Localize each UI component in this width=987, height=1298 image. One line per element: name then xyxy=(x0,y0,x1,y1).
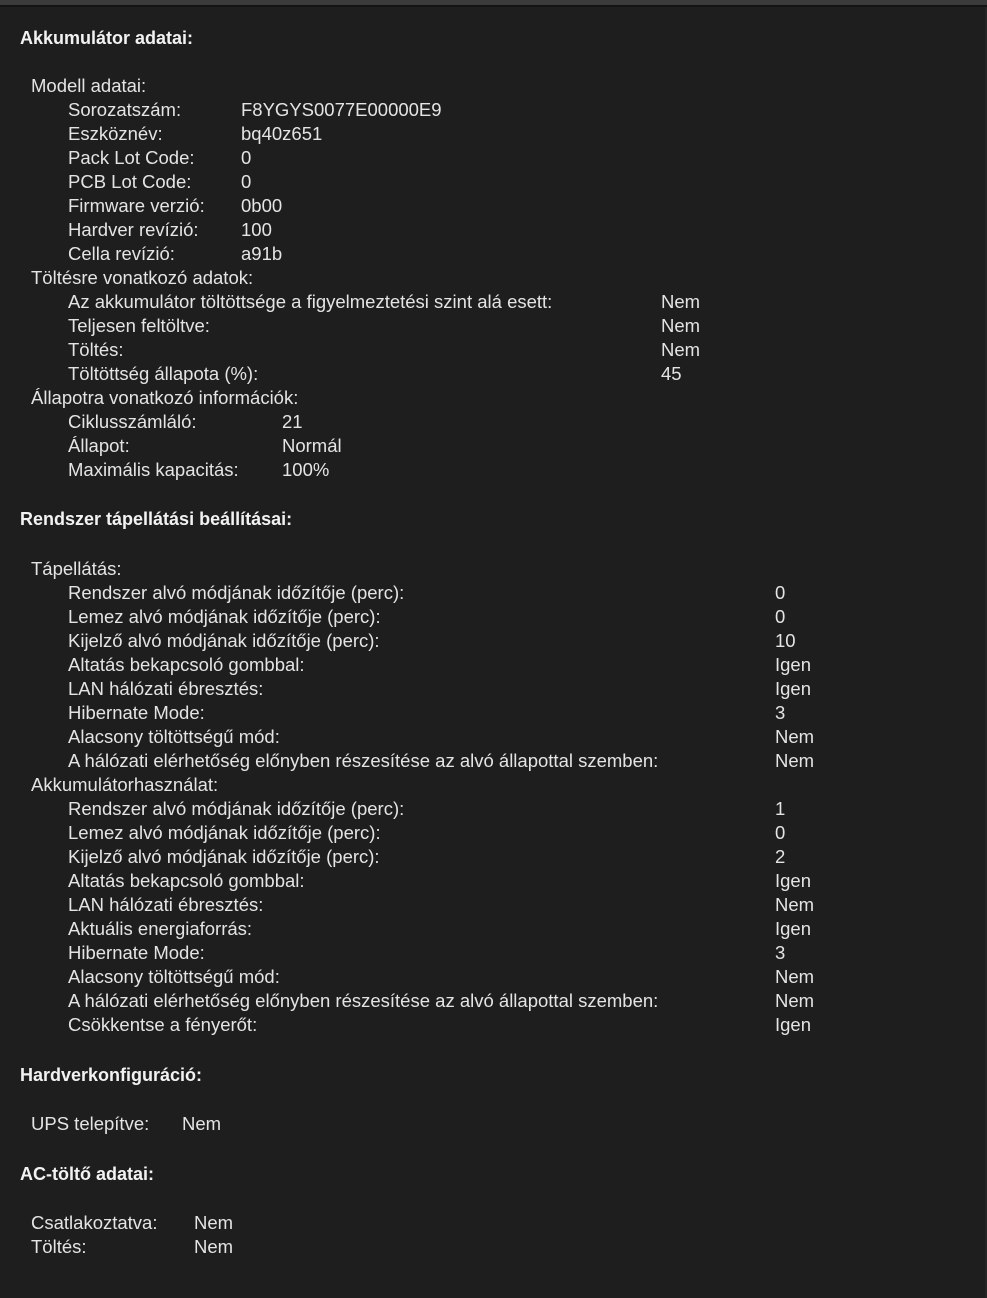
group-label-ac-power: Tápellátás: xyxy=(31,558,122,579)
row-value: Nem xyxy=(775,726,815,747)
info-row xyxy=(68,362,682,386)
info-row xyxy=(68,242,283,266)
row-value: Nem xyxy=(182,1113,222,1134)
info-row xyxy=(68,338,701,362)
row-value: 1 xyxy=(775,798,786,819)
row-label: Töltés: xyxy=(31,1236,87,1257)
row-label: Altatás bekapcsoló gombbal: xyxy=(68,654,305,675)
row-value: 0 xyxy=(775,582,786,603)
row-label: Pack Lot Code: xyxy=(68,147,195,168)
row-label: Teljesen feltöltve: xyxy=(68,315,210,336)
info-row xyxy=(68,314,701,338)
info-row xyxy=(68,749,815,773)
info-row xyxy=(68,701,786,725)
row-label: Hardver revízió: xyxy=(68,219,199,240)
row-label: Ciklusszámláló: xyxy=(68,411,197,432)
info-row xyxy=(68,122,323,146)
group-label-charge: Töltésre vonatkozó adatok: xyxy=(31,267,254,288)
row-label: Aktuális energiaforrás: xyxy=(68,918,253,939)
row-label: Rendszer alvó módjának időzítője (perc): xyxy=(68,582,405,603)
info-row xyxy=(68,821,786,845)
row-label: Kijelző alvó módjának időzítője (perc): xyxy=(68,846,380,867)
group-label-model: Modell adatai: xyxy=(31,75,147,96)
row-value: Igen xyxy=(775,678,812,699)
info-row xyxy=(68,98,442,122)
row-label: Csökkentse a fényerőt: xyxy=(68,1014,258,1035)
row-label: Az akkumulátor töltöttsége a figyelmeztetési szint alá esett: xyxy=(68,291,553,312)
row-value: Nem xyxy=(775,750,815,771)
group-label-health: Állapotra vonatkozó információk: xyxy=(31,387,299,408)
info-row xyxy=(68,653,812,677)
row-value: Nem xyxy=(661,339,701,360)
row-label: Csatlakoztatva: xyxy=(31,1212,158,1233)
info-row xyxy=(68,941,786,965)
row-label: Firmware verzió: xyxy=(68,195,205,216)
row-value: Nem xyxy=(194,1212,234,1233)
row-value: Nem xyxy=(775,966,815,987)
row-label: Kijelző alvó módjának időzítője (perc): xyxy=(68,630,380,651)
row-label: Eszköznév: xyxy=(68,123,163,144)
info-row xyxy=(68,893,815,917)
info-row xyxy=(68,917,812,941)
row-label: Alacsony töltöttségű mód: xyxy=(68,966,280,987)
info-row xyxy=(68,797,786,821)
row-value: 21 xyxy=(282,411,303,432)
row-label: Lemez alvó módjának időzítője (perc): xyxy=(68,822,381,843)
row-value: 100 xyxy=(241,219,272,240)
row-value: 0b00 xyxy=(241,195,283,216)
row-value: bq40z651 xyxy=(241,123,323,144)
row-value: Nem xyxy=(661,315,701,336)
row-label: Maximális kapacitás: xyxy=(68,459,239,480)
row-value: Igen xyxy=(775,870,812,891)
row-value: Nem xyxy=(775,894,815,915)
info-row xyxy=(68,194,283,218)
row-value: Nem xyxy=(661,291,701,312)
row-value: 45 xyxy=(661,363,682,384)
row-value: 0 xyxy=(775,606,786,627)
info-row xyxy=(68,581,786,605)
row-value: 100% xyxy=(282,459,330,480)
row-value: 10 xyxy=(775,630,796,651)
row-value: F8YGYS0077E00000E9 xyxy=(241,99,442,120)
row-value: Nem xyxy=(194,1236,234,1257)
info-row xyxy=(68,434,342,458)
info-row xyxy=(68,410,303,434)
info-row xyxy=(68,170,252,194)
row-label: Cella revízió: xyxy=(68,243,175,264)
info-row xyxy=(68,629,796,653)
row-value: 2 xyxy=(775,846,786,867)
row-label: Lemez alvó módjának időzítője (perc): xyxy=(68,606,381,627)
info-row xyxy=(68,725,815,749)
row-label: Töltöttség állapota (%): xyxy=(68,363,259,384)
row-label: Hibernate Mode: xyxy=(68,942,205,963)
row-label: Alacsony töltöttségű mód: xyxy=(68,726,280,747)
row-label: PCB Lot Code: xyxy=(68,171,192,192)
row-label: LAN hálózati ébresztés: xyxy=(68,894,264,915)
info-row xyxy=(68,989,815,1013)
row-label: Altatás bekapcsoló gombbal: xyxy=(68,870,305,891)
row-label: LAN hálózati ébresztés: xyxy=(68,678,264,699)
info-row xyxy=(31,1211,234,1235)
row-label: Állapot: xyxy=(68,435,130,456)
info-row xyxy=(68,1013,812,1037)
row-value: 3 xyxy=(775,942,786,963)
info-row xyxy=(68,218,272,242)
info-row xyxy=(68,146,252,170)
row-value: 3 xyxy=(775,702,786,723)
section-heading-ac-charger: AC-töltő adatai: xyxy=(20,1164,154,1184)
section-heading-hardware: Hardverkonfiguráció: xyxy=(20,1065,203,1085)
row-label: Rendszer alvó módjának időzítője (perc): xyxy=(68,798,405,819)
row-value: Normál xyxy=(282,435,342,456)
row-value: Igen xyxy=(775,918,812,939)
info-row xyxy=(68,965,815,989)
row-value: Igen xyxy=(775,654,812,675)
row-label: A hálózati elérhetőség előnyben részesítése az alvó állapottal szemben: xyxy=(68,990,659,1011)
row-value: Nem xyxy=(775,990,815,1011)
section-heading-power: Rendszer tápellátási beállításai: xyxy=(20,509,293,529)
row-label: Hibernate Mode: xyxy=(68,702,205,723)
row-value: a91b xyxy=(241,243,283,264)
row-value: Igen xyxy=(775,1014,812,1035)
row-label: UPS telepítve: xyxy=(31,1113,150,1134)
info-row xyxy=(31,1235,234,1259)
row-label: A hálózati elérhetőség előnyben részesítése az alvó állapottal szemben: xyxy=(68,750,659,771)
info-row xyxy=(68,869,812,893)
info-row xyxy=(68,458,330,482)
info-row xyxy=(68,845,786,869)
row-value: 0 xyxy=(775,822,786,843)
row-value: 0 xyxy=(241,171,252,192)
row-label: Sorozatszám: xyxy=(68,99,182,120)
divider xyxy=(0,5,987,7)
info-row xyxy=(68,290,701,314)
info-row xyxy=(31,1112,222,1136)
group-label-battery-power: Akkumulátorhasználat: xyxy=(31,774,219,795)
row-value: 0 xyxy=(241,147,252,168)
info-row xyxy=(68,677,812,701)
info-row xyxy=(68,605,786,629)
section-heading-battery: Akkumulátor adatai: xyxy=(20,28,194,48)
row-label: Töltés: xyxy=(68,339,124,360)
